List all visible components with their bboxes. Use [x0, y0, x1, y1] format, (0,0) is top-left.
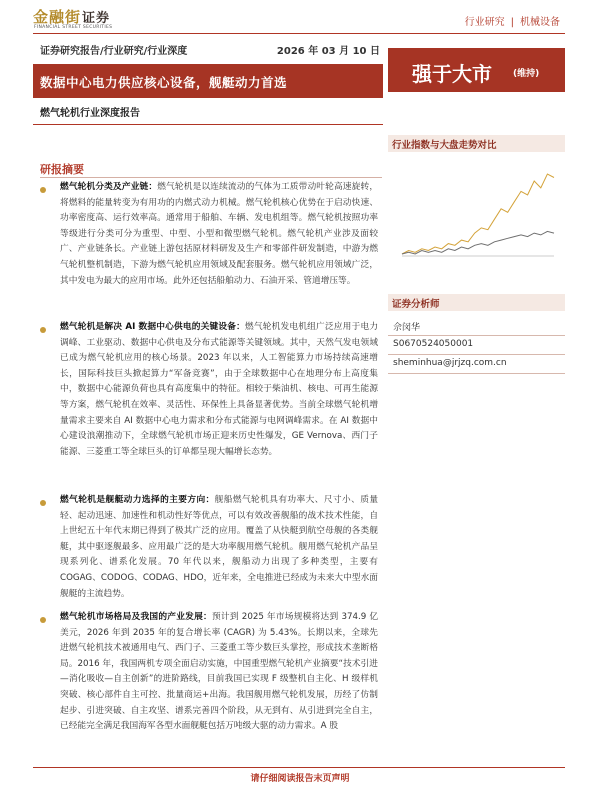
analyst-email[interactable]: sheminhua@jrjzq.com.cn: [393, 358, 507, 368]
header-separator: |: [510, 17, 514, 28]
analyst-divider: [388, 354, 565, 355]
bullet-icon: [40, 617, 46, 623]
header-divider: [33, 33, 565, 34]
paragraph-lead: 燃气轮机是舰艇动力选择的主要方向：: [60, 495, 215, 505]
company-logo: 金融街证券: [33, 8, 111, 26]
report-subtitle: 燃气轮机行业深度报告: [40, 108, 140, 119]
abstract-paragraph: [60, 180, 378, 289]
category-label: 行业研究: [464, 17, 505, 28]
sector-label: 机械设备: [520, 17, 560, 28]
paragraph-body: 燃气轮机是以连续流动的气体为工质带动叶轮高速旋转，将燃料的能量转变为有用功的内燃式动力机械。燃气轮机核心优势在于启动快速、功率密度高、运行效率高。通常用于船舶、车辆、发电机组等。燃气轮机按照功率等级进行分类可分为重型、中型、小型和微型燃气轮机。燃气轮机产业涉及面较广、产业链条长。产业链上游包括原材料研发及生产和零部件研发制造，中游为燃气轮机整机制造，下游为燃气轮机应用领域及配套服务。燃气轮机应用领域广泛，其中发电为最大的应用市场。此外还包括船舶动力、石油开采、管道增压等。: [60, 182, 379, 286]
analyst-id: S0670524050001: [393, 339, 474, 349]
footer-disclaimer: 请仔细阅读报告末页声明: [250, 774, 350, 784]
paragraph-lead: 燃气轮机是解决 AI 数据中心供电的关键设备：: [60, 322, 246, 332]
report-category-header: [465, 13, 560, 28]
analyst-heading: 证券分析师: [392, 299, 440, 310]
index-comparison-chart: [398, 168, 558, 268]
paragraph-body: 预计到 2025 年市场规模将达到 374.9 亿美元，2026 年到 2035 年的复合增长率 (CAGR) 为 5.43%。长期以来，全球先进燃气轮机技术被通用电气、西门子、三菱重工等少数巨头掌控，形成技术垄断格局。2016 年，我国两机专项全面启动实施，中国重型燃气轮机产业摘要“技术引进—消化吸收—自主创新”的进阶路线，目前我国已实现 F 级整机自主化、H 级样机突破、核心部件自主可控、批量商运+出海。我国舰用燃气轮机发展，历经了仿制起步、引进突破、自主攻坚、谱系完善四个阶段，从无到有、从引进到完全自主，已经能完全满足我国海军各型水面舰艇包括万吨级大驱的动力需求。A 股: [60, 612, 379, 732]
report-type: 证券研究报告/行业研究/行业深度: [40, 46, 188, 57]
analyst-divider: [388, 373, 565, 374]
bullet-icon: [40, 327, 46, 333]
paragraph-body: 燃气轮机发电机组广泛应用于电力调峰、工业驱动、数据中心供电及分布式能源等关键领域。其中，天然气发电领域已成为燃气轮机应用的核心场景。2023 年以来，人工智能算力市场持续高速增长，国际科技巨头掀起算力“军备竞赛”，由于全球数据中心在地理分布上高度集中，数据中心能源负荷也具有高度集中的特征。相较于柴油机、核电、可再生能源等方案，燃气轮机在效率、灵活性、环保性上具备显著优势。当前全球燃气轮机增量需求主要来自 AI 数据中心电力需求和分布式能源与电网调峰需求。在 AI 数据中心建设浪潮推动下，全球燃气轮机市场正迎来历史性爆发，GE Vernova、西门子能源、三菱重工等全球巨头的订单都呈现大幅增长态势。: [60, 322, 379, 457]
bullet-icon: [40, 187, 46, 193]
abstract-paragraph: [60, 493, 378, 602]
paragraph-body: 舰船燃气轮机具有功率大、尺寸小、质量轻、起动迅速、加速性和机动性好等优点，可以有效改善舰船的战术技术性能，自上世纪五十年代末期已得到了极其广泛的应用。覆盖了从快艇到航空母舰的各类舰艇，其中驱逐舰最多、应用最广泛的是大功率舰用燃气轮机。舰用燃气轮机产品呈现系列化、谱系化发展。70 年代以来，舰船动力出现了多种类型，主要有 COGAG、CODOG、CODAG、HDO，近年来，全电推进已经成为未来大中型水面舰艇的主流趋势。: [60, 495, 379, 599]
report-title: 数据中心电力供应核心设备，舰艇动力首选: [40, 75, 288, 90]
abstract-paragraph: [60, 320, 378, 460]
rating-note: (维持): [513, 69, 540, 79]
rating-label: 强于大市: [412, 62, 492, 86]
abstract-heading: 研报摘要: [40, 163, 84, 176]
chart-series-group: [402, 174, 554, 254]
report-meta: [40, 42, 380, 58]
report-date: 2026 年 03 月 10 日: [276, 46, 380, 57]
chart-heading: 行业指数与大盘走势对比: [392, 140, 497, 151]
analyst-name: 佘闵华: [393, 323, 421, 333]
paragraph-lead: 燃气轮机市场格局及我国的产业发展：: [60, 612, 212, 622]
bullet-icon: [40, 500, 46, 506]
abstract-divider: [40, 177, 382, 178]
chart-series-line: [402, 174, 554, 254]
subtitle-divider: [33, 124, 383, 125]
paragraph-lead: 燃气轮机分类及产业链：: [60, 182, 158, 192]
footer-divider: [33, 767, 565, 768]
company-logo-english: FINANCIAL STREET SECURITIES: [34, 25, 113, 30]
chart-series-line: [402, 231, 554, 254]
analyst-divider: [388, 335, 565, 336]
abstract-paragraph: [60, 610, 378, 735]
